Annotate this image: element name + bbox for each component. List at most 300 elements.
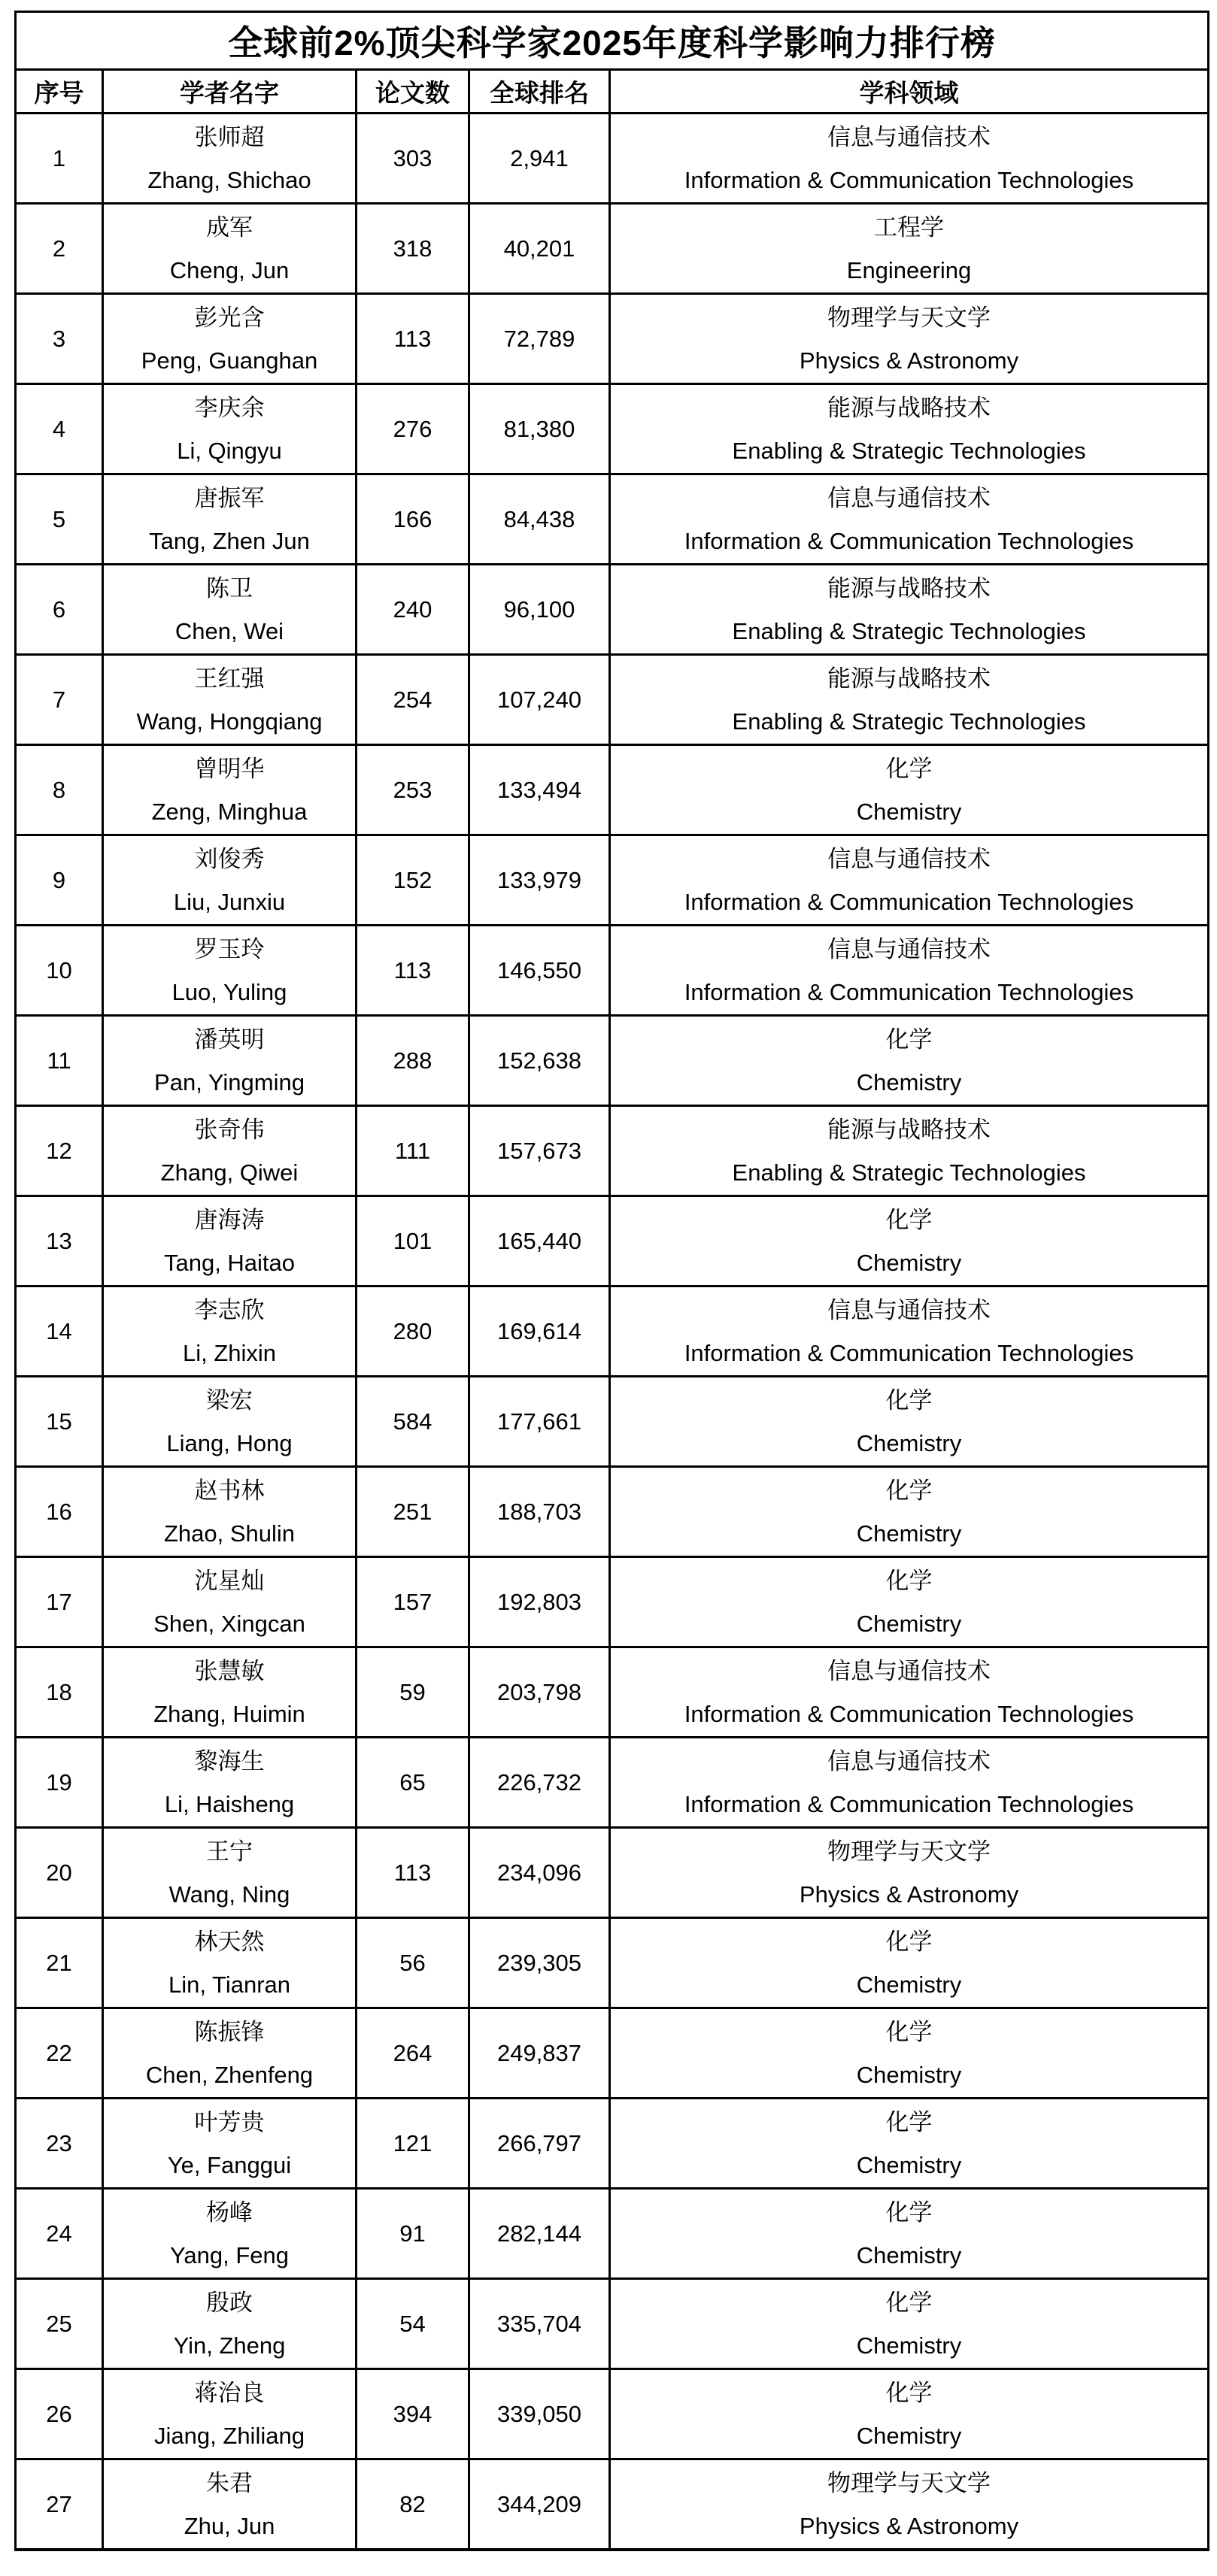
- global-rank-text: 234,096: [496, 1859, 582, 1886]
- scholar-name-text: Zhu, Jun: [184, 2512, 275, 2539]
- row-index-cell: [16, 204, 103, 294]
- field-text: Information & Communication Technologies: [684, 1339, 1134, 1366]
- row-index-text: 16: [46, 1499, 72, 1525]
- row-index-cell: [16, 1377, 103, 1467]
- table-row: [16, 294, 1209, 384]
- field-text: 化学: [885, 755, 933, 782]
- paper-count-text: 394: [393, 2401, 432, 2427]
- scholar-name-cell: [103, 1106, 357, 1196]
- row-index-text: 21: [46, 1950, 72, 1976]
- global-rank-text: 2,941: [510, 145, 569, 171]
- field-cell: [610, 565, 1209, 655]
- row-index-text: 26: [46, 2401, 72, 2427]
- field-text: Chemistry: [856, 798, 962, 825]
- global-rank-text: 188,703: [496, 1499, 582, 1525]
- scholar-name-text: Lin, Tianran: [168, 1971, 290, 1998]
- scholar-name-text: Liang, Hong: [166, 1429, 293, 1456]
- row-index-cell: [16, 1196, 103, 1286]
- field-cell: [610, 1557, 1209, 1647]
- paper-count-text: 113: [393, 957, 432, 983]
- field-text: 化学: [885, 1386, 933, 1414]
- field-cell: [610, 655, 1209, 745]
- global-rank-cell: [469, 1467, 610, 1557]
- field-text: Enabling & Strategic Technologies: [732, 437, 1086, 464]
- scholar-name-text: Yang, Feng: [170, 2241, 289, 2268]
- paper-count-text: 54: [399, 2311, 426, 2337]
- field-text: Chemistry: [856, 1249, 962, 1276]
- scholar-name-cell: [103, 384, 357, 474]
- scholar-name-text: Li, Qingyu: [177, 437, 282, 464]
- scholar-name-text: Li, Haisheng: [164, 1790, 295, 1817]
- scholar-name-cell: [103, 1918, 357, 2008]
- paper-count-cell: [357, 1196, 469, 1286]
- global-rank-cell: [469, 2189, 610, 2279]
- paper-count-text: 251: [393, 1499, 432, 1525]
- paper-count-text: 101: [393, 1228, 432, 1254]
- scholar-name-text: 唐振军: [194, 484, 265, 511]
- global-rank-cell: [469, 565, 610, 655]
- paper-count-cell: [357, 926, 469, 1016]
- row-index-text: 24: [46, 2220, 72, 2247]
- paper-count-text: 303: [393, 145, 432, 171]
- table-row: [16, 384, 1209, 474]
- col-header-scholar: 学者名字: [103, 70, 357, 114]
- row-index-text: 23: [46, 2130, 72, 2156]
- table-row: [16, 2279, 1209, 2369]
- table-row: [16, 2369, 1209, 2459]
- global-rank-cell: [469, 1918, 610, 2008]
- paper-count-text: 240: [393, 596, 432, 623]
- field-cell: [610, 384, 1209, 474]
- field-text: 化学: [885, 2108, 933, 2135]
- paper-count-cell: [357, 1647, 469, 1738]
- global-rank-cell: [469, 2459, 610, 2550]
- field-cell: [610, 2189, 1209, 2279]
- field-text: 信息与通信技术: [827, 123, 991, 150]
- scholar-name-text: 沈星灿: [194, 1567, 265, 1594]
- scholar-name-text: 朱君: [206, 2469, 253, 2496]
- scholar-name-cell: [103, 1377, 357, 1467]
- global-rank-text: 96,100: [503, 596, 575, 623]
- global-rank-text: 169,614: [496, 1318, 582, 1344]
- paper-count-text: 113: [393, 326, 432, 352]
- paper-count-cell: [357, 2008, 469, 2099]
- paper-count-cell: [357, 1557, 469, 1647]
- row-index-cell: [16, 745, 103, 835]
- table-row: [16, 926, 1209, 1016]
- scholar-name-text: 黎海生: [194, 1747, 265, 1774]
- field-text: Information & Communication Technologies: [684, 888, 1134, 915]
- scholar-name-text: 殷政: [206, 2289, 253, 2316]
- scholar-name-text: Tang, Haitao: [163, 1249, 296, 1276]
- paper-count-text: 56: [399, 1950, 426, 1976]
- row-index-cell: [16, 655, 103, 745]
- scholar-name-cell: [103, 1738, 357, 1828]
- scholar-name-text: Luo, Yuling: [171, 978, 287, 1005]
- global-rank-text: 165,440: [496, 1228, 582, 1254]
- field-cell: [610, 1918, 1209, 2008]
- field-text: Information & Communication Technologies: [684, 166, 1134, 193]
- global-rank-text: 133,979: [496, 867, 582, 893]
- table-row: [16, 1647, 1209, 1738]
- scholar-name-text: 张师超: [194, 123, 265, 150]
- field-cell: [610, 1106, 1209, 1196]
- scholar-name-cell: [103, 565, 357, 655]
- scholar-name-text: Liu, Junxiu: [173, 888, 286, 915]
- paper-count-text: 111: [394, 1138, 431, 1164]
- row-index-text: 19: [46, 1769, 72, 1796]
- table-body: [16, 114, 1209, 2550]
- paper-count-text: 318: [393, 235, 432, 262]
- row-index-text: 10: [46, 957, 72, 983]
- row-index-text: 5: [52, 506, 66, 532]
- global-rank-text: 239,305: [496, 1950, 582, 1976]
- global-rank-text: 133,494: [496, 777, 582, 803]
- scholar-name-text: 曾明华: [194, 755, 265, 782]
- row-index-text: 25: [46, 2311, 72, 2337]
- global-rank-cell: [469, 294, 610, 384]
- scholar-name-text: Pan, Yingming: [154, 1068, 305, 1096]
- paper-count-cell: [357, 2189, 469, 2279]
- scholar-name-text: Chen, Zhenfeng: [145, 2061, 314, 2088]
- table-row: [16, 1377, 1209, 1467]
- scholar-name-text: Li, Zhixin: [182, 1339, 277, 1366]
- scholar-name-cell: [103, 1828, 357, 1918]
- paper-count-cell: [357, 1377, 469, 1467]
- global-rank-cell: [469, 474, 610, 565]
- field-text: 信息与通信技术: [827, 1296, 991, 1323]
- paper-count-cell: [357, 1467, 469, 1557]
- row-index-cell: [16, 2099, 103, 2189]
- paper-count-cell: [357, 204, 469, 294]
- paper-count-cell: [357, 1918, 469, 2008]
- row-index-text: 9: [52, 867, 66, 893]
- paper-count-text: 166: [393, 506, 432, 532]
- table-row: [16, 2008, 1209, 2099]
- scholar-name-text: 王红强: [194, 665, 265, 692]
- field-text: Chemistry: [856, 1520, 962, 1547]
- field-cell: [610, 835, 1209, 926]
- global-rank-text: 146,550: [496, 957, 582, 983]
- field-cell: [610, 114, 1209, 204]
- scholar-name-cell: [103, 835, 357, 926]
- global-rank-cell: [469, 204, 610, 294]
- row-index-cell: [16, 835, 103, 926]
- col-header-global-rank: 全球排名: [469, 70, 610, 114]
- global-rank-cell: [469, 745, 610, 835]
- header-row: [16, 70, 1209, 114]
- paper-count-cell: [357, 1828, 469, 1918]
- paper-count-text: 113: [393, 1859, 432, 1886]
- col-header-field: 学科领域: [610, 70, 1209, 114]
- row-index-cell: [16, 2369, 103, 2459]
- field-text: Enabling & Strategic Technologies: [732, 1159, 1086, 1186]
- global-rank-cell: [469, 1738, 610, 1828]
- table-row: [16, 2459, 1209, 2550]
- table-row: [16, 1738, 1209, 1828]
- global-rank-cell: [469, 2008, 610, 2099]
- global-rank-text: 249,837: [496, 2040, 582, 2066]
- field-text: Chemistry: [856, 2422, 962, 2449]
- field-cell: [610, 2279, 1209, 2369]
- global-rank-text: 157,673: [496, 1138, 582, 1164]
- field-text: 物理学与天文学: [827, 1838, 991, 1865]
- row-index-text: 3: [52, 326, 66, 352]
- scholar-name-cell: [103, 1557, 357, 1647]
- global-rank-cell: [469, 655, 610, 745]
- global-rank-cell: [469, 1196, 610, 1286]
- scholar-name-text: 梁宏: [206, 1386, 253, 1414]
- paper-count-cell: [357, 655, 469, 745]
- row-index-cell: [16, 565, 103, 655]
- scholar-name-cell: [103, 745, 357, 835]
- global-rank-text: 344,209: [496, 2491, 582, 2517]
- col-header-papers: 论文数: [357, 70, 469, 114]
- global-rank-cell: [469, 2279, 610, 2369]
- field-text: 化学: [885, 2289, 933, 2316]
- ranking-table: [14, 11, 1209, 2551]
- paper-count-cell: [357, 1286, 469, 1377]
- global-rank-text: 84,438: [503, 506, 575, 532]
- field-cell: [610, 1828, 1209, 1918]
- field-text: Physics & Astronomy: [799, 347, 1019, 374]
- scholar-name-text: Zhang, Qiwei: [160, 1159, 299, 1186]
- field-text: 物理学与天文学: [827, 2469, 991, 2496]
- scholar-name-text: 成军: [206, 214, 253, 241]
- global-rank-cell: [469, 1016, 610, 1106]
- row-index-text: 18: [46, 1679, 72, 1705]
- table-row: [16, 1286, 1209, 1377]
- field-text: Chemistry: [856, 2061, 962, 2088]
- field-text: 化学: [885, 2018, 933, 2045]
- scholar-name-text: Zhang, Shichao: [147, 166, 311, 193]
- table-row: [16, 1016, 1209, 1106]
- scholar-name-text: 彭光含: [194, 304, 265, 331]
- row-index-text: 11: [47, 1047, 71, 1074]
- row-index-text: 15: [46, 1408, 72, 1435]
- global-rank-text: 266,797: [496, 2130, 582, 2156]
- field-cell: [610, 2369, 1209, 2459]
- row-index-text: 17: [46, 1589, 72, 1615]
- field-text: Enabling & Strategic Technologies: [732, 708, 1086, 735]
- table-row: [16, 1196, 1209, 1286]
- scholar-name-text: Peng, Guanghan: [141, 347, 318, 374]
- scholar-name-text: 赵书林: [194, 1477, 265, 1504]
- field-text: 物理学与天文学: [827, 304, 991, 331]
- paper-count-text: 82: [399, 2491, 426, 2517]
- paper-count-text: 584: [393, 1408, 432, 1435]
- row-index-cell: [16, 926, 103, 1016]
- field-text: 信息与通信技术: [827, 935, 991, 962]
- paper-count-cell: [357, 294, 469, 384]
- paper-count-cell: [357, 2369, 469, 2459]
- field-text: 能源与战略技术: [827, 574, 991, 602]
- paper-count-text: 59: [399, 1679, 426, 1705]
- row-index-text: 14: [46, 1318, 72, 1344]
- scholar-name-cell: [103, 2459, 357, 2550]
- paper-count-cell: [357, 1738, 469, 1828]
- field-text: Physics & Astronomy: [799, 2512, 1019, 2539]
- global-rank-cell: [469, 835, 610, 926]
- global-rank-text: 107,240: [496, 686, 582, 713]
- field-text: Information & Communication Technologies: [684, 1790, 1134, 1817]
- paper-count-cell: [357, 565, 469, 655]
- field-text: 化学: [885, 1928, 933, 1955]
- field-text: 化学: [885, 1567, 933, 1594]
- field-cell: [610, 2099, 1209, 2189]
- paper-count-cell: [357, 114, 469, 204]
- table-row: [16, 565, 1209, 655]
- scholar-name-cell: [103, 1286, 357, 1377]
- paper-count-text: 91: [399, 2220, 426, 2247]
- table-row: [16, 745, 1209, 835]
- field-text: Engineering: [846, 256, 972, 283]
- field-text: Chemistry: [856, 2332, 962, 2359]
- row-index-text: 6: [52, 596, 66, 623]
- title-row: [16, 12, 1209, 70]
- row-index-text: 13: [46, 1228, 72, 1254]
- scholar-name-cell: [103, 2369, 357, 2459]
- row-index-cell: [16, 2279, 103, 2369]
- field-cell: [610, 1377, 1209, 1467]
- paper-count-cell: [357, 384, 469, 474]
- scholar-name-cell: [103, 1196, 357, 1286]
- scholar-name-cell: [103, 926, 357, 1016]
- row-index-cell: [16, 474, 103, 565]
- scholar-name-cell: [103, 294, 357, 384]
- scholar-name-text: 李庆余: [194, 394, 265, 421]
- row-index-cell: [16, 384, 103, 474]
- table-row: [16, 204, 1209, 294]
- paper-count-text: 121: [393, 2130, 432, 2156]
- paper-count-text: 152: [393, 867, 432, 893]
- scholar-name-text: 蒋治良: [194, 2379, 265, 2406]
- scholar-name-text: Wang, Hongqiang: [136, 708, 323, 735]
- row-index-cell: [16, 114, 103, 204]
- field-cell: [610, 1467, 1209, 1557]
- scholar-name-text: 陈卫: [206, 574, 253, 602]
- field-cell: [610, 926, 1209, 1016]
- paper-count-cell: [357, 474, 469, 565]
- field-text: 能源与战略技术: [827, 394, 991, 421]
- global-rank-text: 203,798: [496, 1679, 582, 1705]
- scholar-name-text: Zeng, Minghua: [151, 798, 308, 825]
- global-rank-cell: [469, 1377, 610, 1467]
- field-cell: [610, 1016, 1209, 1106]
- scholar-name-cell: [103, 474, 357, 565]
- paper-count-cell: [357, 1016, 469, 1106]
- scholar-name-cell: [103, 1467, 357, 1557]
- page-title: 全球前2%顶尖科学家2025年度科学影响力排行榜: [16, 12, 1209, 70]
- row-index-cell: [16, 1467, 103, 1557]
- paper-count-text: 276: [393, 416, 432, 442]
- row-index-cell: [16, 2459, 103, 2550]
- field-text: Chemistry: [856, 1971, 962, 1998]
- scholar-name-text: 李志欣: [194, 1296, 265, 1323]
- field-text: 化学: [885, 1026, 933, 1053]
- field-text: 能源与战略技术: [827, 1116, 991, 1143]
- paper-count-text: 254: [393, 686, 432, 713]
- global-rank-cell: [469, 114, 610, 204]
- scholar-name-text: Wang, Ning: [168, 1880, 290, 1908]
- row-index-cell: [16, 1828, 103, 1918]
- field-cell: [610, 745, 1209, 835]
- scholar-name-text: Shen, Xingcan: [153, 1610, 305, 1637]
- row-index-text: 4: [52, 416, 66, 442]
- paper-count-cell: [357, 2099, 469, 2189]
- row-index-text: 27: [46, 2491, 72, 2517]
- paper-count-cell: [357, 2279, 469, 2369]
- global-rank-text: 177,661: [496, 1408, 582, 1435]
- field-text: Chemistry: [856, 2241, 962, 2268]
- scholar-name-text: 叶芳贵: [194, 2108, 265, 2135]
- global-rank-text: 81,380: [503, 416, 575, 442]
- row-index-cell: [16, 1738, 103, 1828]
- scholar-name-text: 张慧敏: [194, 1657, 265, 1684]
- global-rank-cell: [469, 384, 610, 474]
- row-index-cell: [16, 1016, 103, 1106]
- row-index-cell: [16, 1286, 103, 1377]
- scholar-name-text: Yin, Zheng: [173, 2332, 286, 2359]
- scholar-name-text: Tang, Zhen Jun: [149, 527, 310, 554]
- table-row: [16, 1557, 1209, 1647]
- field-text: 化学: [885, 2379, 933, 2406]
- field-text: 化学: [885, 1206, 933, 1233]
- field-text: 能源与战略技术: [827, 665, 991, 692]
- global-rank-text: 192,803: [496, 1589, 582, 1615]
- scholar-name-text: 林天然: [194, 1928, 265, 1955]
- row-index-text: 22: [46, 2040, 72, 2066]
- field-text: 化学: [885, 1477, 933, 1504]
- table-row: [16, 1828, 1209, 1918]
- global-rank-cell: [469, 1106, 610, 1196]
- global-rank-cell: [469, 1828, 610, 1918]
- scholar-name-text: Zhang, Huimin: [153, 1700, 305, 1727]
- field-text: 信息与通信技术: [827, 845, 991, 872]
- table-row: [16, 2189, 1209, 2279]
- row-index-cell: [16, 294, 103, 384]
- field-text: 信息与通信技术: [827, 1747, 991, 1774]
- table-row: [16, 114, 1209, 204]
- table-row: [16, 835, 1209, 926]
- row-index-text: 8: [52, 777, 66, 803]
- scholar-name-cell: [103, 204, 357, 294]
- field-text: 信息与通信技术: [827, 484, 991, 511]
- scholar-name-text: 张奇伟: [194, 1116, 265, 1143]
- global-rank-cell: [469, 926, 610, 1016]
- row-index-cell: [16, 1106, 103, 1196]
- global-rank-cell: [469, 1647, 610, 1738]
- paper-count-cell: [357, 745, 469, 835]
- scholar-name-text: 王宁: [206, 1838, 253, 1865]
- field-text: Chemistry: [856, 1068, 962, 1096]
- global-rank-text: 335,704: [496, 2311, 582, 2337]
- table-row: [16, 655, 1209, 745]
- scholar-name-cell: [103, 2279, 357, 2369]
- field-cell: [610, 294, 1209, 384]
- scholar-name-cell: [103, 1647, 357, 1738]
- global-rank-text: 152,638: [496, 1047, 582, 1074]
- field-text: Chemistry: [856, 1429, 962, 1456]
- col-header-index: 序号: [16, 70, 103, 114]
- scholar-name-cell: [103, 114, 357, 204]
- scholar-name-text: 罗玉玲: [194, 935, 265, 962]
- scholar-name-cell: [103, 2099, 357, 2189]
- table-row: [16, 1467, 1209, 1557]
- global-rank-cell: [469, 1286, 610, 1377]
- field-cell: [610, 1738, 1209, 1828]
- scholar-name-text: 陈振锋: [194, 2018, 265, 2045]
